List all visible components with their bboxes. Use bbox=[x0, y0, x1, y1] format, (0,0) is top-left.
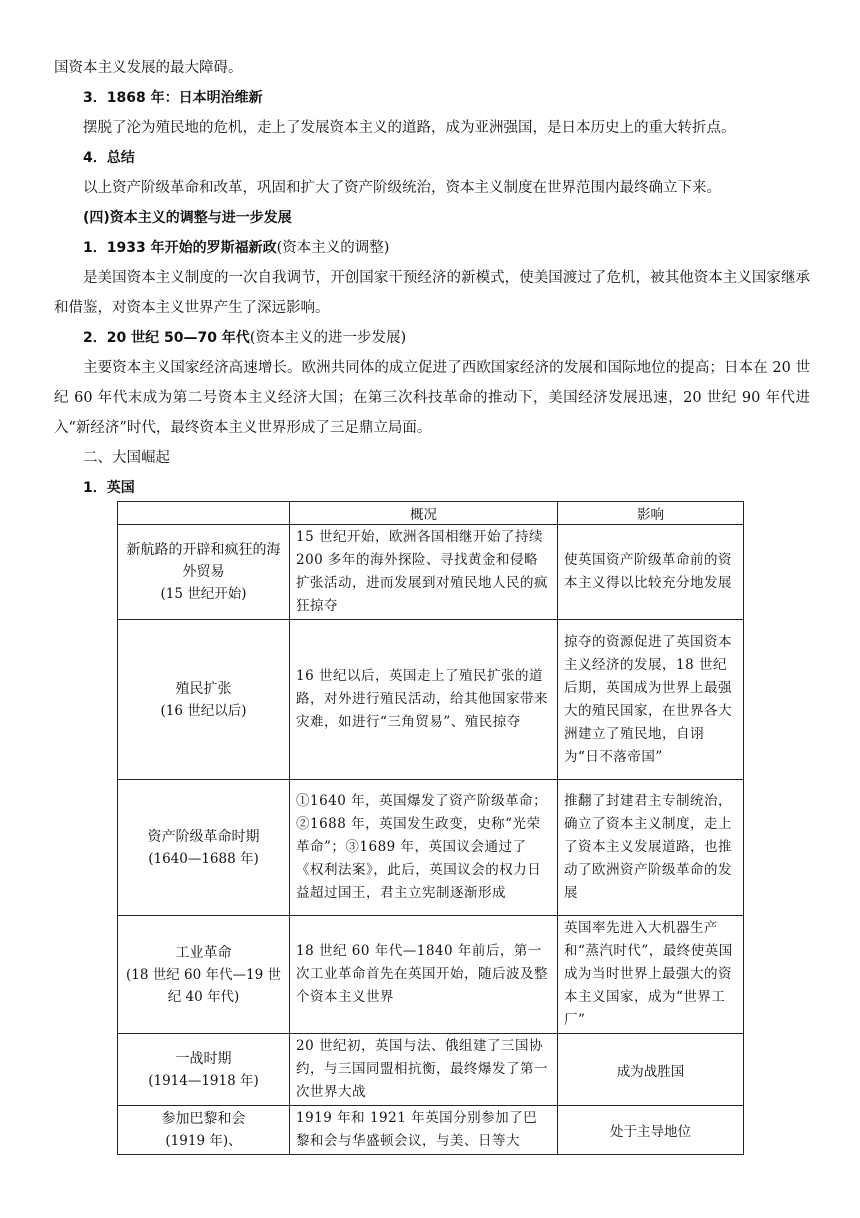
point-1-heading-note: (资本主义的调整) bbox=[276, 240, 390, 256]
row-impact: 英国率先进入大机器生产和“蒸汽时代”，最终使英国成为当时世界上最强大的资本主义国家，成为“世界工厂” bbox=[558, 916, 744, 1034]
table-header-impact: 影响 bbox=[558, 502, 744, 525]
row-name: 工业革命 bbox=[175, 944, 232, 961]
table-row bbox=[118, 525, 744, 620]
section-3-heading: 3．1868 年：日本明治维新 bbox=[83, 90, 263, 106]
row-impact: 掠夺的资源促进了英国资本主义经济的发展，18 世纪后期，英国成为世界上最强大的殖民国家，在世界各大洲建立了殖民地，自诩为“日不落帝国” bbox=[558, 620, 744, 780]
row-name: 参加巴黎和会 bbox=[161, 1111, 246, 1127]
row-overview: 20 世纪初，英国与法、俄组建了三国协约，与三国同盟相抗衡，最终爆发了第一次世界大战 bbox=[290, 1034, 558, 1106]
row-title-cell bbox=[118, 1034, 290, 1106]
table-header-row bbox=[118, 502, 744, 525]
row-title-cell bbox=[118, 780, 290, 916]
table-row bbox=[118, 1034, 744, 1106]
row-title-cell bbox=[118, 916, 290, 1034]
row-period: (1914—1918 年) bbox=[148, 1072, 259, 1089]
row-impact: 使英国资产阶级革命前的资本主义得以比较充分地发展 bbox=[558, 525, 744, 620]
point-2-heading-note: (资本主义的进一步发展) bbox=[249, 330, 407, 346]
row-title-cell bbox=[118, 525, 290, 620]
row-period: (15 世纪开始) bbox=[160, 586, 247, 602]
part-2-heading: 二、大国崛起 bbox=[83, 450, 170, 466]
table-row bbox=[118, 916, 744, 1034]
row-period: (16 世纪以后) bbox=[160, 702, 247, 719]
row-impact: 成为战胜国 bbox=[558, 1034, 744, 1106]
row-name: 新航路的开辟和疯狂的海外贸易 bbox=[126, 542, 281, 580]
row-name: 殖民扩张 bbox=[175, 680, 232, 697]
row-name: 一战时期 bbox=[175, 1050, 232, 1067]
part-4-heading: (四)资本主义的调整与进一步发展 bbox=[83, 210, 292, 226]
row-overview: 1919 年和 1921 年英国分别参加了巴黎和会与华盛顿会议，与美、日等大 bbox=[290, 1106, 558, 1155]
section-4-heading: 4．总结 bbox=[83, 150, 135, 166]
table-row bbox=[118, 1106, 744, 1155]
row-impact: 推翻了封建君主专制统治，确立了资本主义制度，走上了资本主义发展道路，也推动了欧洲资产阶级革命的发展 bbox=[558, 780, 744, 916]
row-period: (18 世纪 60 年代—19 世纪 40 年代) bbox=[126, 966, 281, 1005]
row-period: (1919 年)、 bbox=[165, 1133, 242, 1149]
row-overview: ①1640 年，英国爆发了资产阶级革命；②1688 年，英国发生政变，史称“光荣革命”；③1689 年，英国议会通过了《权利法案》，此后，英国议会的权力日益超过国王，君主立宪制逐渐形成 bbox=[290, 780, 558, 916]
point-1-body: 是美国资本主义制度的一次自我调节，开创国家干预经济的新模式，使美国渡过了危机，被其他资本主义国家继承和借鉴，对资本主义世界产生了深远影响。 bbox=[54, 270, 810, 316]
point-2-heading bbox=[83, 328, 406, 348]
row-overview: 18 世纪 60 年代—1840 年前后，第一次工业革命首先在英国开始，随后波及整个资本主义世界 bbox=[290, 916, 558, 1034]
point-1-heading bbox=[83, 238, 389, 258]
table-row bbox=[118, 620, 744, 780]
uk-history-table bbox=[117, 501, 744, 1155]
row-name: 资产阶级革命时期 bbox=[147, 828, 260, 845]
table-row bbox=[118, 780, 744, 916]
uk-heading: 1．英国 bbox=[83, 480, 135, 496]
point-2-heading-bold: 2．20 世纪 50—70 年代 bbox=[83, 330, 250, 346]
intro-tail-text: 国资本主义发展的最大障碍。 bbox=[54, 60, 243, 76]
row-overview: 15 世纪开始，欧洲各国相继开始了持续 200 多年的海外探险、寻找黄金和侵略扩张活动，进而发展到对殖民地人民的疯狂掠夺 bbox=[290, 525, 558, 620]
section-4-body: 以上资产阶级革命和改革，巩固和扩大了资产阶级统治，资本主义制度在世界范围内最终确立下来。 bbox=[83, 180, 721, 196]
table-header-blank bbox=[118, 502, 290, 525]
point-1-heading-bold: 1．1933 年开始的罗斯福新政 bbox=[83, 240, 277, 256]
row-title-cell bbox=[118, 620, 290, 780]
row-impact: 处于主导地位 bbox=[558, 1106, 744, 1155]
point-2-body: 主要资本主义国家经济高速增长。欧洲共同体的成立促进了西欧国家经济的发展和国际地位的提高；日本在 20 世纪 60 年代末成为第二号资本主义经济大国；在第三次科技革命的推动下，美国经济发展迅速，20 世纪 90 年代进入“新经济”时代，最终资本主义世界形成了三足鼎立局面。 bbox=[54, 360, 810, 436]
row-overview: 16 世纪以后，英国走上了殖民扩张的道路，对外进行殖民活动，给其他国家带来灾难，如进行“三角贸易”、殖民掠夺 bbox=[290, 620, 558, 780]
row-period: (1640—1688 年) bbox=[148, 850, 259, 867]
row-title-cell bbox=[118, 1106, 290, 1155]
section-3-body: 摆脱了沦为殖民地的危机，走上了发展资本主义的道路，成为亚洲强国，是日本历史上的重大转折点。 bbox=[83, 120, 736, 136]
table-header-overview: 概况 bbox=[290, 502, 558, 525]
